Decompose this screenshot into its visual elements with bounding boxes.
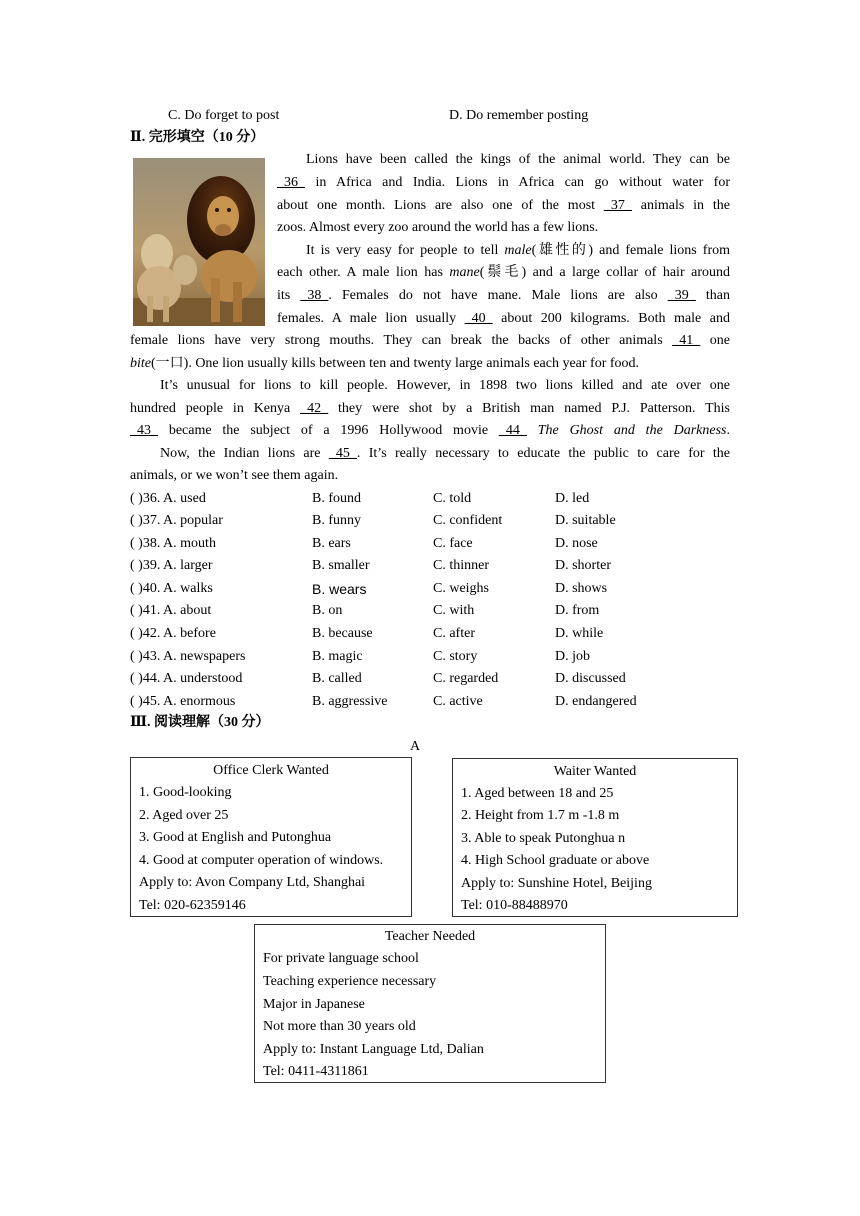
ad-line: Apply to: Instant Language Ltd, Dalian: [263, 1042, 484, 1057]
p2-line6: bite(一口). One lion usually kills between ten and twenty large animals each year for food.: [130, 356, 640, 371]
q37-c: C. confident: [433, 513, 503, 528]
q45-a: ( )45. A. enormous: [130, 694, 236, 709]
blank-39: _39_: [667, 288, 696, 303]
p3-line2: hundred people in Kenya _42_ they were shot by a British man named P.J. Patterson. This: [130, 401, 730, 416]
p1-line3: about one month. Lions are also one of the most _37_ animals in the: [277, 198, 730, 213]
blank-41: _41_: [672, 333, 701, 348]
ad-title: Office Clerk Wanted: [213, 763, 329, 778]
blank-40: _40_: [464, 311, 493, 326]
p4-line2: animals, or we won’t see them again.: [130, 468, 339, 483]
q44-d: D. discussed: [555, 671, 626, 686]
q40-b: B. wears: [312, 581, 367, 597]
p2-line5: female lions have very strong mouths. They can break the backs of other animals _41_ one: [130, 333, 730, 348]
q39-d: D. shorter: [555, 558, 611, 573]
blank-45: _45_: [328, 446, 357, 461]
blank-36: _36_: [277, 175, 305, 190]
ad-line: 1. Good-looking: [139, 785, 232, 800]
p4-line1: Now, the Indian lions are _45_. It’s really necessary to educate the public to care for the: [160, 446, 731, 461]
q45-d: D. endangered: [555, 694, 637, 709]
ad-line: 1. Aged between 18 and 25: [461, 786, 614, 801]
q36-c: C. told: [433, 491, 472, 506]
p2-line4: females. A male lion usually _40_ about 200 kilograms. Both male and: [277, 311, 730, 326]
q41-a: ( )41. A. about: [130, 603, 212, 618]
q43-c: C. story: [433, 649, 478, 664]
p2-line1: It is very easy for people to tell male(雄性的) and female lions from: [306, 243, 730, 258]
ad-line: For private language school: [263, 951, 419, 966]
option-d: D. Do remember posting: [449, 108, 589, 123]
ad-line: Apply to: Sunshine Hotel, Beijing: [461, 876, 652, 891]
q45-c: C. active: [433, 694, 483, 709]
ad-line: 2. Height from 1.7 m -1.8 m: [461, 808, 620, 823]
q36-b: B. found: [312, 491, 361, 506]
p3-line3: _43_ became the subject of a 1996 Hollywood movie _44_ The Ghost and the Darkness.: [130, 423, 731, 438]
blank-44: _44_: [498, 423, 527, 438]
p1-line1: Lions have been called the kings of the animal world. They can be: [306, 152, 730, 167]
ad-line: 3. Good at English and Putonghua: [139, 830, 332, 845]
q38-a: ( )38. A. mouth: [130, 536, 216, 551]
q40-a: ( )40. A. walks: [130, 581, 213, 596]
q38-b: B. ears: [312, 536, 351, 551]
q40-c: C. weighs: [433, 581, 489, 596]
q42-b: B. because: [312, 626, 373, 641]
p3-line1: It’s unusual for lions to kill people. However, in 1898 two lions killed and ate over one: [160, 378, 730, 393]
q43-b: B. magic: [312, 649, 363, 664]
ad-teacher: [254, 924, 606, 1083]
ad-line: Tel: 020-62359146: [139, 898, 246, 913]
q38-d: D. nose: [555, 536, 598, 551]
q41-b: B. on: [312, 603, 343, 618]
ad-title: Waiter Wanted: [553, 764, 637, 779]
blank-43: _43_: [130, 423, 158, 438]
q44-b: B. called: [312, 671, 362, 686]
q39-a: ( )39. A. larger: [130, 558, 213, 573]
q42-c: C. after: [433, 626, 475, 641]
p2-line2: each other. A male lion has mane(鬃毛) and a large collar of hair around: [277, 265, 730, 280]
ad-line: Apply to: Avon Company Ltd, Shanghai: [139, 875, 366, 890]
ad-line: Not more than 30 years old: [263, 1019, 416, 1034]
q40-d: D. shows: [555, 581, 608, 596]
p1-line4: zoos. Almost every zoo around the world has a few lions.: [277, 220, 599, 235]
q42-d: D. while: [555, 626, 604, 641]
q36-a: ( )36. A. used: [130, 491, 206, 506]
q36-d: D. led: [555, 491, 590, 506]
blank-42: _42_: [300, 401, 329, 416]
ad-line: Major in Japanese: [263, 997, 365, 1012]
q39-c: C. thinner: [433, 558, 489, 573]
section2-heading: Ⅱ. 完形填空（10 分）: [130, 130, 265, 145]
p1-line2: _36_ in Africa and India. Lions in Africa can go without water for: [277, 175, 730, 190]
q41-c: C. with: [433, 603, 475, 618]
ad-waiter: [452, 758, 738, 917]
ad-line: 4. Good at computer operation of windows.: [139, 853, 384, 868]
ad-line: Tel: 0411-4311861: [263, 1064, 369, 1079]
section3-heading: Ⅲ. 阅读理解（30 分）: [130, 715, 270, 730]
p2-line3: its _38_. Females do not have mane. Male lions are also _39_ than: [277, 288, 730, 303]
q43-d: D. job: [555, 649, 590, 664]
q45-b: B. aggressive: [312, 694, 388, 709]
blank-37: _37_: [603, 198, 632, 213]
q39-b: B. smaller: [312, 558, 370, 573]
ad-line: 4. High School graduate or above: [461, 853, 650, 868]
lion-photo: [133, 158, 265, 326]
q38-c: C. face: [433, 536, 473, 551]
ad-line: 3. Able to speak Putonghua n: [461, 831, 626, 846]
ad-line: 2. Aged over 25: [139, 808, 229, 823]
q41-d: D. from: [555, 603, 600, 618]
q43-a: ( )43. A. newspapers: [130, 649, 246, 664]
q44-a: ( )44. A. understood: [130, 671, 243, 686]
q37-b: B. funny: [312, 513, 361, 528]
option-c: C. Do forget to post: [168, 108, 280, 123]
q42-a: ( )42. A. before: [130, 626, 216, 641]
ad-office-clerk: [130, 757, 412, 917]
q37-d: D. suitable: [555, 513, 616, 528]
q44-c: C. regarded: [433, 671, 499, 686]
ad-title: Teacher Needed: [384, 929, 476, 944]
blank-38: _38_: [300, 288, 329, 303]
ad-line: Teaching experience necessary: [263, 974, 437, 989]
movie-title: The Ghost and the Darkness: [537, 423, 727, 438]
q37-a: ( )37. A. popular: [130, 513, 223, 528]
ad-line: Tel: 010-88488970: [461, 898, 568, 913]
passage-label: A: [410, 739, 421, 754]
